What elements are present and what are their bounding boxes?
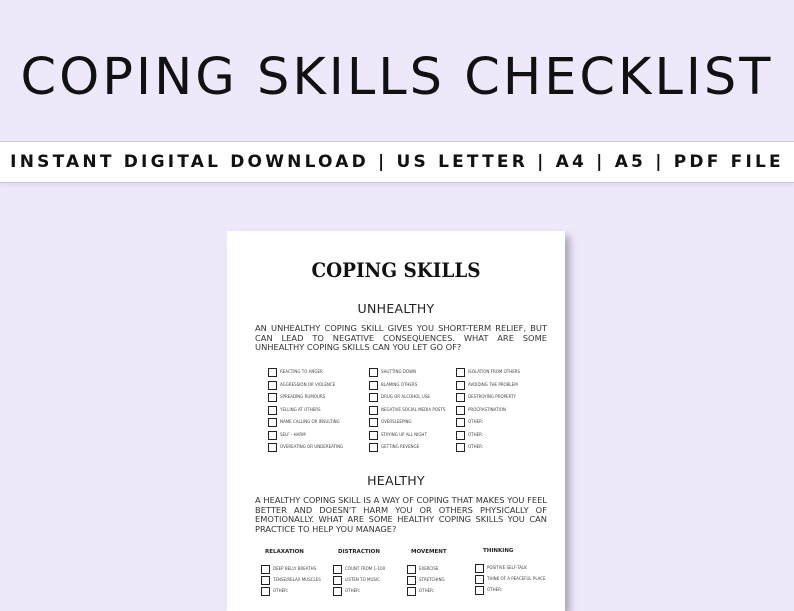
checkbox[interactable] (456, 406, 465, 415)
checkbox[interactable] (333, 565, 342, 574)
checkbox[interactable] (369, 418, 378, 427)
checkbox-label: POSITIVE SELF-TALK (487, 565, 527, 570)
category-movement: MOVEMENT (411, 549, 447, 555)
checkbox-label: STRETCHING (419, 577, 445, 582)
checkbox-label: NAME CALLING OR INSULTING (280, 419, 340, 424)
checkbox-label: OTHER: (468, 444, 484, 449)
checkbox[interactable] (268, 418, 277, 427)
checkbox[interactable] (456, 381, 465, 390)
checkbox-label: REACTING TO ANGER (280, 369, 323, 374)
checkbox-label: PROCRASTINATION (468, 406, 506, 412)
checkbox[interactable] (369, 381, 378, 390)
checkbox[interactable] (268, 381, 277, 390)
checkbox-label: AGGRESSION OR VIOLENCE (280, 381, 336, 387)
checkbox-label: DESTROYING PROPERTY (468, 394, 516, 399)
checkbox-label: EXERCISE (419, 566, 439, 571)
healthy-description: A HEALTHY COPING SKILL IS A WAY OF COPING THAT MAKES YOU FEEL BETTER AND DOESN'T HARM YOU OR OTHERS PHYSICALLY OF EMOTIONALLY. WHAT ARE SOME HEALTHY COPING SKILLS YOU CAN PRACTICE TO HELP YOU MANAGE? (255, 495, 547, 534)
checkbox[interactable] (456, 393, 465, 402)
checkbox-label: AVOIDING THE PROBLEM (468, 381, 518, 387)
checkbox[interactable] (261, 587, 270, 596)
checkbox-label: DEEP BELLY BREATHS (273, 566, 317, 571)
checkbox-label: OVERSLEEPING (381, 419, 412, 424)
checkbox-label: OVEREATING OR UNDEREATING (280, 444, 344, 449)
checkbox[interactable] (407, 565, 416, 574)
checkbox[interactable] (456, 418, 465, 427)
checkbox-label: STAYING UP ALL NIGHT (381, 431, 427, 437)
checkbox[interactable] (261, 565, 270, 574)
checkbox-label: YELLING AT OTHERS (280, 406, 321, 412)
checkbox[interactable] (369, 443, 378, 452)
checkbox[interactable] (369, 431, 378, 440)
checkbox[interactable] (333, 576, 342, 585)
checklist-preview-sheet (227, 231, 565, 611)
sheet-title: COPING SKILLS (311, 258, 481, 282)
checkbox-label: OTHER: (419, 588, 435, 593)
unhealthy-heading: UNHEALTHY (357, 301, 435, 316)
checkbox-label: SPREADING RUMOURS (280, 394, 326, 399)
category-relaxation: RELAXATION (265, 549, 304, 555)
checkbox-label: SHUTTING DOWN (381, 369, 417, 374)
checkbox-label: OTHER: (345, 588, 361, 593)
checkbox[interactable] (369, 393, 378, 402)
checkbox-label: OTHER: (273, 588, 289, 593)
checkbox-label: COUNT FROM 1-100 (345, 566, 386, 571)
checkbox-label: GETTING REVENGE (381, 444, 420, 449)
checkbox-label: OTHER: (468, 431, 484, 437)
checkbox[interactable] (268, 368, 277, 377)
checkbox[interactable] (268, 431, 277, 440)
checkbox-label: BLAMING OTHERS (381, 381, 418, 387)
checkbox[interactable] (475, 575, 484, 584)
checkbox-label: LISTEN TO MUSIC (345, 577, 380, 582)
checkbox[interactable] (475, 564, 484, 573)
checkbox-label: ISOLATION FROM OTHERS (468, 369, 521, 374)
checkbox-label: OTHER: (468, 419, 484, 424)
checkbox[interactable] (268, 393, 277, 402)
checkbox[interactable] (456, 431, 465, 440)
checkbox[interactable] (407, 587, 416, 596)
checkbox[interactable] (407, 576, 416, 585)
checkbox[interactable] (456, 368, 465, 377)
format-banner-text: INSTANT DIGITAL DOWNLOAD | US LETTER | A4 | A5 | PDF FILE (10, 152, 784, 172)
checkbox-label: NEGATIVE SOCIAL MEDIA POSTS (381, 406, 446, 412)
category-distraction: DISTRACTION (338, 549, 380, 555)
category-thinking: THINKING (483, 548, 514, 554)
checkbox[interactable] (268, 443, 277, 452)
healthy-heading: HEALTHY (367, 473, 425, 488)
checkbox[interactable] (369, 406, 378, 415)
checkbox-label: DRUG OR ALCOHOL USE (381, 394, 430, 399)
checkbox-label: TENSE/RELAX MUSCLES (273, 577, 321, 582)
checkbox[interactable] (369, 368, 378, 377)
checkbox-label: SELF - HARM (280, 431, 306, 437)
checkbox-label: OTHER: (487, 587, 503, 592)
checkbox[interactable] (333, 587, 342, 596)
checkbox-label: THINK OF A PEACEFUL PLACE (487, 576, 546, 581)
checkbox[interactable] (261, 576, 270, 585)
page-title: COPING SKILLS CHECKLIST (20, 48, 774, 107)
format-banner (0, 141, 794, 183)
checkbox[interactable] (456, 443, 465, 452)
checkbox[interactable] (268, 406, 277, 415)
checkbox[interactable] (475, 586, 484, 595)
unhealthy-description: AN UNHEALTHY COPING SKILL GIVES YOU SHORT-TERM RELIEF, BUT CAN LEAD TO NEGATIVE CONSEQUENCES. WHAT ARE SOME UNHEALTHY COPING SKILLS CAN YOU LET GO OF? (255, 323, 547, 352)
